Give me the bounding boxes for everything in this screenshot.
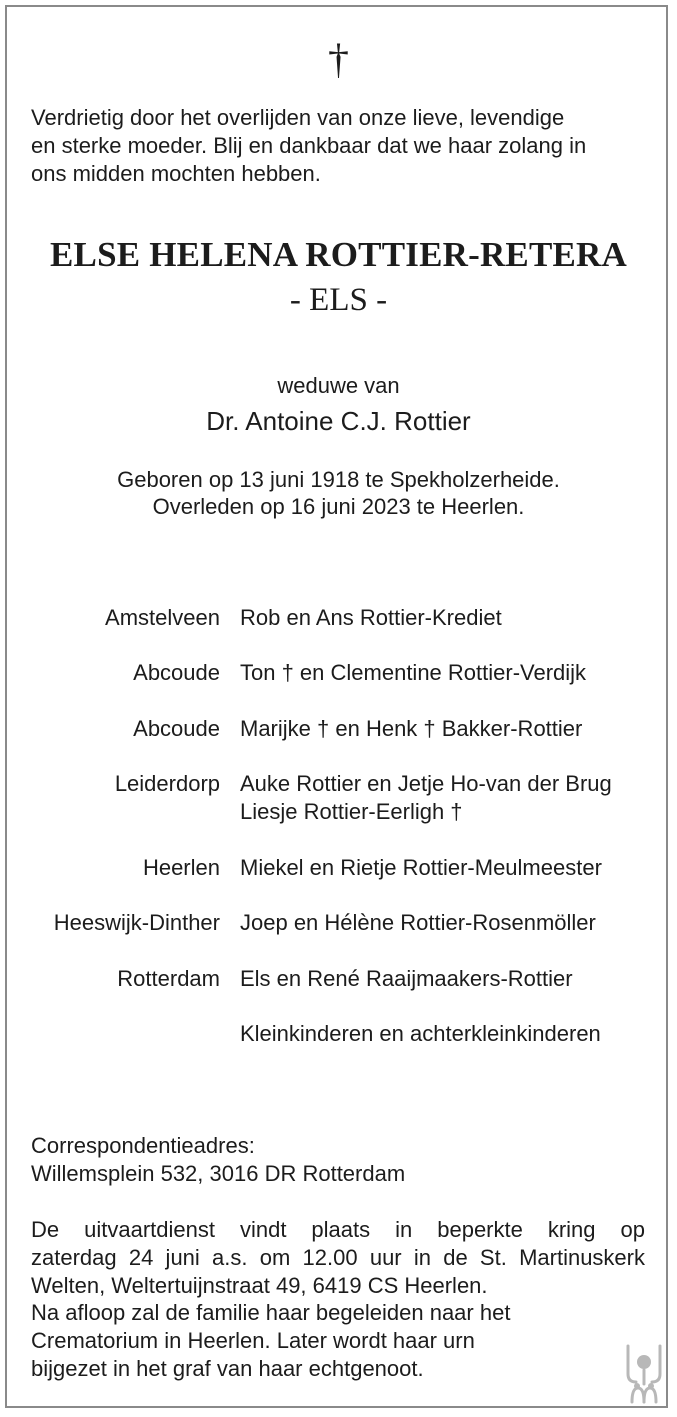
family-name-line: Liesje Rottier-Eerligh †: [240, 799, 463, 824]
family-place: Heeswijk-Dinther: [53, 910, 220, 935]
family-names: [240, 715, 582, 743]
family-name-line: Els en René Raaijmaakers-Rottier: [240, 966, 573, 991]
family-names: [240, 770, 612, 826]
family-name-line: Joep en Hélène Rottier-Rosenmöller: [240, 910, 596, 935]
service-line: Welten, Weltertuijnstraat 49, 6419 CS Heerlen.: [31, 1273, 488, 1298]
family-place: Rotterdam: [117, 966, 220, 991]
birth-date: Geboren op 13 juni 1918 te Spekholzerheide.: [117, 467, 560, 492]
service-line: zaterdag 24 juni a.s. om 12.00 uur in de St. Martinuskerk: [31, 1245, 645, 1270]
family-names: [240, 965, 573, 993]
widow-of-label: weduwe van: [277, 373, 400, 398]
intro-line: ons midden mochten hebben.: [31, 161, 321, 186]
family-place: Amstelveen: [105, 605, 220, 630]
family-place: Abcoude: [133, 660, 220, 685]
correspondence-label: Correspondentieadres:: [31, 1133, 255, 1158]
correspondence-address: [31, 1132, 651, 1188]
family-names: [240, 854, 602, 882]
family-name-line: Rob en Ans Rottier-Krediet: [240, 605, 502, 630]
death-date: Overleden op 16 juni 2023 te Heerlen.: [152, 494, 525, 519]
intro-text: [31, 104, 651, 188]
family-name-line: Ton † en Clementine Rottier-Verdijk: [240, 660, 587, 685]
family-names: [240, 659, 586, 687]
afterwards-line: bijgezet in het graf van haar echtgenoot.: [31, 1356, 424, 1381]
afterwards-line: Na afloop zal de familie haar begeleiden naar het: [31, 1300, 511, 1325]
family-group-icon: [624, 1340, 664, 1404]
family-place: Leiderdorp: [114, 771, 220, 796]
family-name-line: Kleinkinderen en achterkleinkinderen: [240, 1021, 601, 1046]
afterwards-text: [31, 1299, 651, 1383]
family-names: [240, 909, 596, 937]
announcement-frame: [5, 5, 668, 1408]
family-name-line: Miekel en Rietje Rottier-Meulmeester: [240, 855, 602, 880]
intro-line: Verdrietig door het overlijden van onze lieve, levendige: [31, 105, 565, 130]
life-dates: [0, 466, 677, 520]
intro-line: en sterke moeder. Blij en dankbaar dat we haar zolang in: [31, 133, 587, 158]
funeral-service-text: [31, 1216, 645, 1300]
spouse-name: Dr. Antoine C.J. Rottier: [206, 406, 471, 436]
correspondence-street: Willemsplein 532, 3016 DR Rotterdam: [31, 1161, 406, 1186]
service-line: De uitvaartdienst vindt plaats in beperkte kring op: [31, 1217, 645, 1242]
family-name-line: Auke Rottier en Jetje Ho-van der Brug: [240, 771, 612, 796]
deceased-nickname: - ELS -: [289, 282, 388, 318]
deceased-full-name: ELSE HELENA ROTTIER-RETERA: [49, 235, 628, 274]
family-names: [240, 1020, 601, 1048]
afterwards-line: Crematorium in Heerlen. Later wordt haar urn: [31, 1328, 475, 1353]
family-place: Abcoude: [133, 716, 220, 741]
family-place: Heerlen: [142, 855, 220, 880]
cross-icon: †: [328, 37, 349, 83]
family-names: [240, 604, 502, 632]
family-name-line: Marijke † en Henk † Bakker-Rottier: [240, 716, 583, 741]
